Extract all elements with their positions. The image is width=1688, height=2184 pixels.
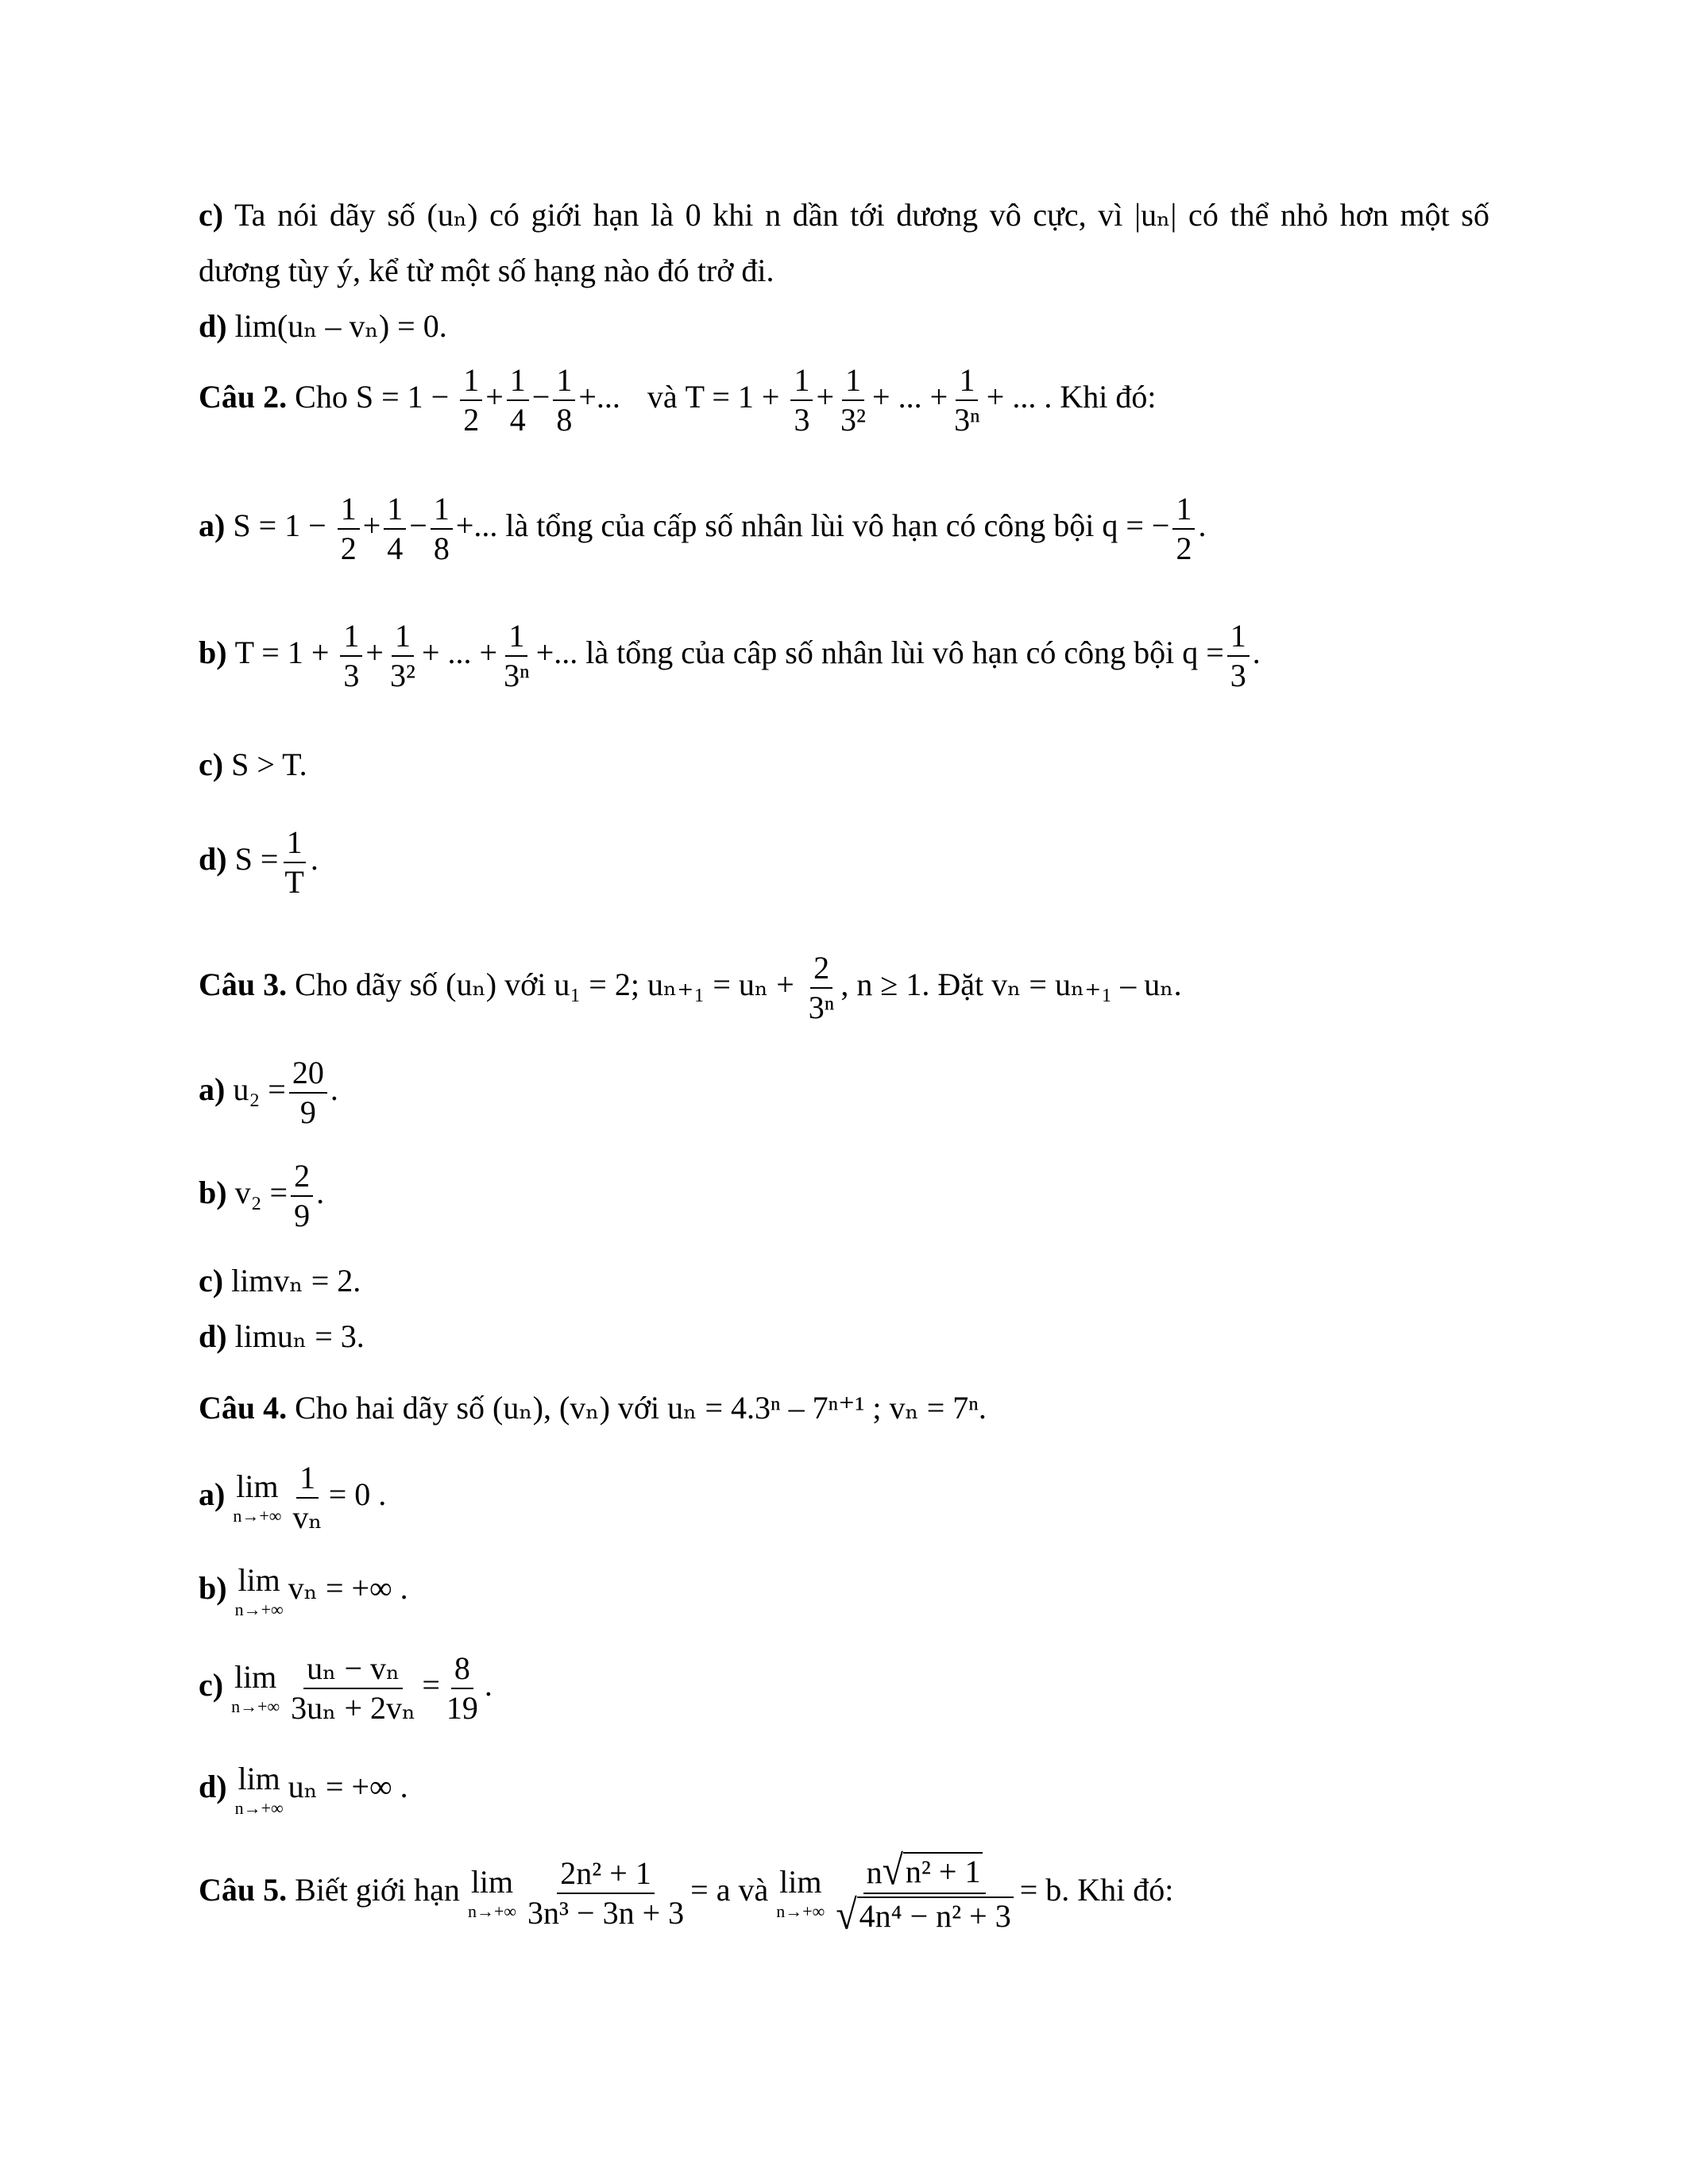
question-text-tail: , n ≥ 1. Đặt vₙ = uₙ₊₁ – uₙ.	[840, 967, 1182, 1003]
fraction: $\frac{2}{9}$	[291, 1160, 313, 1233]
fraction: $\frac{1}{2}$	[1172, 492, 1195, 565]
item-label: a)	[199, 1476, 226, 1513]
fraction: $\frac{1}{4}$	[507, 364, 529, 437]
question-3	[199, 951, 1489, 1024]
item-label: a)	[199, 507, 226, 544]
limit-operator: lim n→+∞	[776, 1864, 825, 1921]
fraction: $\frac{8}{19}$	[446, 1650, 478, 1726]
question-3-option-b: b) v₂ = $\frac{2}{9}$ .	[199, 1158, 325, 1233]
square-root: √ n² + 1	[883, 1852, 983, 1890]
fraction: $\frac{1}{2}$	[338, 492, 360, 565]
fraction: $\frac{1}{2}$	[460, 364, 482, 437]
question-4-option-b: b) lim n→+∞ vₙ = +∞ .	[199, 1562, 408, 1619]
connector: và	[738, 1872, 769, 1908]
fraction: $\frac{1}{\text{3²}}$	[389, 618, 415, 693]
fraction: $\frac{1}{\text{3ⁿ}}$	[504, 618, 530, 693]
question-2-option-c	[199, 747, 1489, 783]
fraction: $\frac{1}{\text{3ⁿ}}$	[954, 362, 980, 438]
fraction: $\frac{\text{uₙ − vₙ}}{\text{3uₙ + 2vₙ}}$	[291, 1650, 416, 1726]
math-expression: S = $\frac{1}{T}$ .	[234, 824, 319, 900]
paragraph-d	[199, 308, 1489, 345]
item-text: là tổng của câp số nhân lùi vô hạn có công bội	[585, 635, 1175, 671]
item-label: d)	[199, 1318, 227, 1354]
item-label: c)	[199, 1263, 224, 1298]
item-text: S > T.	[231, 747, 307, 782]
item-label: b)	[199, 1570, 227, 1607]
square-root: √ 4n⁴ − n² + 3	[836, 1897, 1013, 1935]
fraction: $\frac{2}{\text{3ⁿ}}$	[808, 950, 835, 1025]
question-label: Câu 4.	[199, 1390, 288, 1426]
ratio-expression: q = − $\frac{1}{2}$ .	[1102, 491, 1207, 566]
item-label: d)	[199, 308, 227, 344]
fraction: $\frac{1}{\text{vₙ}}$	[292, 1460, 323, 1535]
item-text: Ta nói dãy số (uₙ) có giới hạn là 0 khi n dần tới dương vô cực, vì |uₙ| có thể nhỏ hơn một số	[234, 197, 1489, 233]
s-definition: S = 1 − $\frac{1}{2}$ + $\frac{1}{4}$ − $\frac{1}{8}$ +...	[355, 362, 620, 438]
fraction: $\frac{1}{3}$	[790, 364, 813, 437]
item-text: lim(uₙ – vₙ) = 0.	[234, 308, 447, 344]
fraction: n √ n² + 1 √ 4n⁴ − n² + 3	[832, 1852, 1016, 1935]
question-label: Câu 5.	[199, 1872, 288, 1908]
fraction: $\frac{1}{3}$	[1227, 619, 1250, 693]
limit-operator: lim n→+∞	[467, 1864, 517, 1921]
question-3-option-a: a) u₂ = $\frac{20}{9}$ .	[199, 1055, 338, 1130]
question-outro: . Khi đó:	[1061, 1872, 1174, 1908]
item-label: c)	[199, 747, 224, 782]
item-label: b)	[199, 635, 227, 671]
question-4-option-d: d) lim n→+∞ uₙ = +∞ .	[199, 1761, 408, 1818]
question-4-option-c: c) lim n→+∞ $\frac{\text{uₙ − vₙ}}{\text{3uₙ + 2vₙ}}$ = $\frac{8}{19}$ .	[199, 1650, 492, 1726]
item-label: b)	[199, 1175, 227, 1211]
question-intro: Cho	[295, 379, 348, 415]
question-2-option-a	[199, 492, 1489, 565]
fraction: $\frac{1}{4}$	[384, 492, 406, 565]
fraction: $\frac{20}{9}$	[289, 1056, 327, 1129]
question-4-option-a: a) lim n→+∞ $\frac{1}{\text{vₙ}}$ = 0 .	[199, 1460, 387, 1535]
t-definition: T = 1 + $\frac{1}{3}$ + $\frac{1}{\text{3²}}$ + ... + $\frac{1}{\text{3ⁿ}}$ + ... .	[685, 362, 1053, 438]
paragraph-c-line2: dương tùy ý, kể từ một số hạng nào đó trở đi.	[199, 253, 774, 288]
fraction: $\frac{\text{2n² + 1}}{\text{3n³ − 3n + 3}}$	[527, 1855, 685, 1931]
item-label: d)	[199, 841, 227, 878]
fraction: $\frac{1}{T}$	[284, 824, 304, 900]
fraction: $\frac{1}{3}$	[340, 619, 362, 693]
question-4	[199, 1390, 1489, 1426]
question-3-option-d	[199, 1318, 1489, 1355]
question-text: Cho hai dãy số (uₙ), (vₙ) với uₙ = 4.3ⁿ – 7ⁿ⁺¹ ; vₙ = 7ⁿ.	[295, 1390, 987, 1426]
question-label: Câu 2.	[199, 379, 288, 415]
item-label: a)	[199, 1071, 226, 1108]
fraction: $\frac{1}{8}$	[553, 364, 575, 437]
question-2	[199, 364, 1489, 437]
item-label: c)	[199, 1667, 224, 1704]
question-2-option-d	[199, 826, 1489, 899]
question-text: Biết giới hạn	[295, 1872, 460, 1908]
limit-operator: lim n→+∞	[234, 1761, 284, 1818]
ratio-expression: q = $\frac{1}{3}$ .	[1182, 618, 1261, 693]
item-text: limvₙ = 2.	[231, 1263, 361, 1298]
question-text: Cho dãy số (uₙ) với u₁ = 2; uₙ₊₁ = uₙ +	[295, 967, 794, 1003]
t-expression: T = 1 + $\frac{1}{3}$ + $\frac{1}{\text{3²}}$ + ... + $\frac{1}{\text{3ⁿ}}$ +...	[234, 618, 578, 693]
item-text: limuₙ = 3.	[234, 1318, 365, 1354]
question-3-option-c	[199, 1263, 1489, 1299]
question-label: Câu 3.	[199, 967, 288, 1003]
fraction: $\frac{1}{8}$	[431, 492, 453, 565]
item-label: c)	[199, 197, 224, 233]
question-2-option-b	[199, 619, 1489, 693]
item-text: là tổng của cấp số nhân lùi vô hạn có công bội	[505, 507, 1095, 544]
connector: và	[647, 379, 678, 415]
item-label: d)	[199, 1769, 227, 1805]
s-expression: S = 1 − $\frac{1}{2}$ + $\frac{1}{4}$ − $\frac{1}{8}$ +...	[233, 491, 498, 566]
paragraph-c-line1	[199, 197, 1489, 233]
question-outro: Khi đó:	[1060, 379, 1157, 415]
limit-operator: lim n→+∞	[233, 1468, 282, 1526]
question-5: Câu 5. Biết giới hạn lim n→+∞ $\frac{\text{2n² + 1}}{\text{3n³ − 3n + 3}}$ = a và lim n→+∞ n √ n² + 1 √ 4n⁴ − n² + 3 = b. Khi đó:	[199, 1847, 1174, 1939]
limit-operator: lim n→+∞	[231, 1659, 280, 1716]
fraction: $\frac{1}{\text{3²}}$	[840, 362, 867, 438]
limit-operator: lim n→+∞	[234, 1562, 284, 1619]
